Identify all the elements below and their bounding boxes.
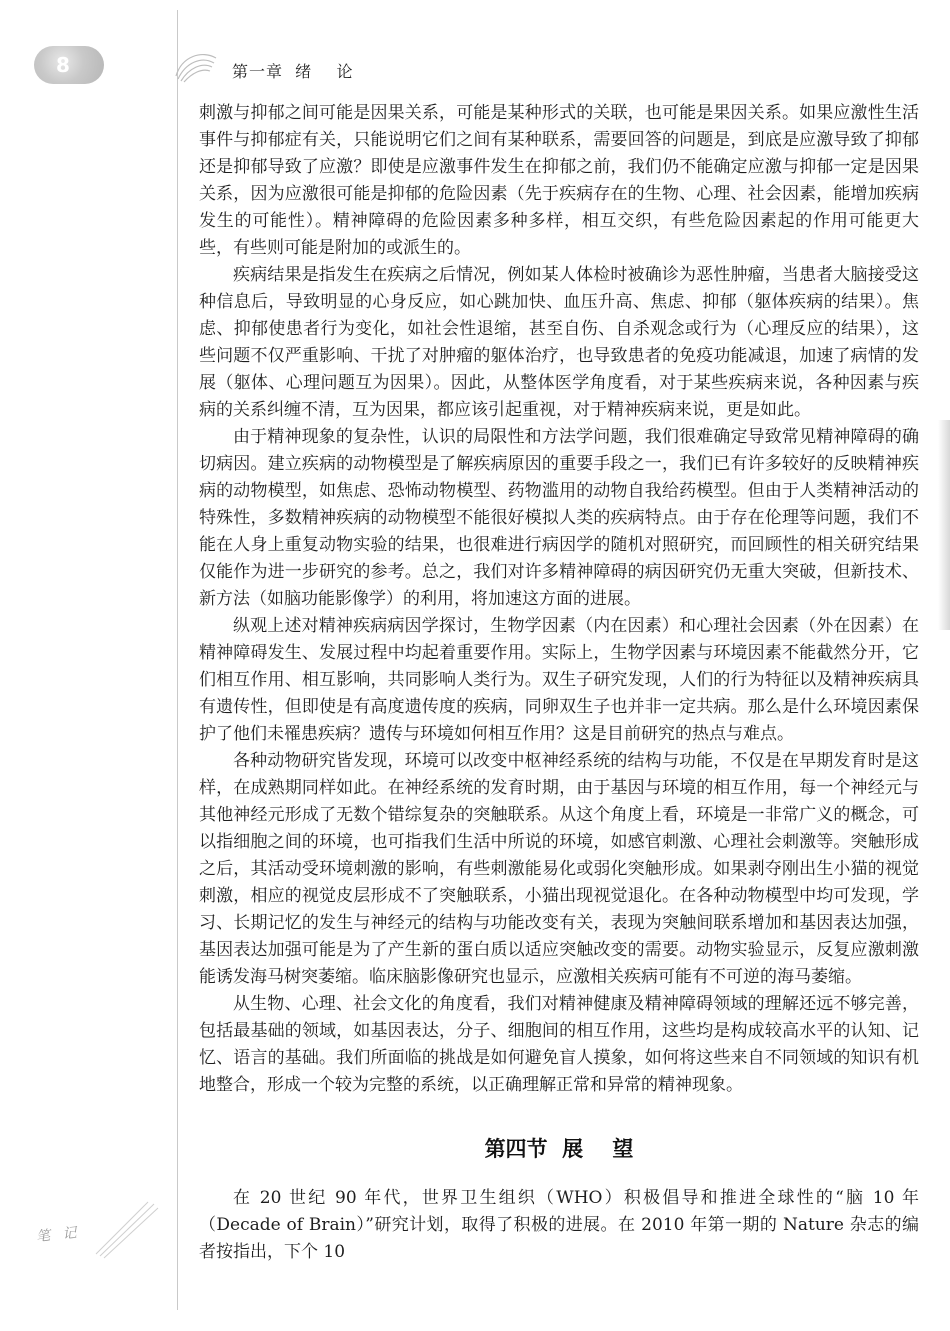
- page-number: 8: [56, 53, 70, 77]
- main-text: [199, 100, 919, 1266]
- paragraph: 刺激与抑郁之间可能是因果关系，可能是某种形式的关联，也可能是果因关系。如果应激性生活事件与抑郁症有关，只能说明它们之间有某种联系，需要回答的问题是，到底是应激导致了抑郁还是抑郁导致了应激？即使是应激事件发生在抑郁之前，我们仍不能确定应激与抑郁一定是因果关系，因为应激很可能是抑郁的危险因素（先于疾病存在的生物、心理、社会因素，能增加疾病发生的可能性）。精神障碍的危险因素多种多样，相互交织，有些危险因素起的作用可能更大些，有些则可能是附加的或派生的。: [199, 103, 919, 258]
- paragraph: 纵观上述对精神疾病病因学探讨，生物学因素（内在因素）和心理社会因素（外在因素）在精神障碍发生、发展过程中均起着重要作用。实际上，生物学因素与环境因素不能截然分开，它们相互作用、相互影响，共同影响人类行为。双生子研究发现，人们的行为特征以及精神疾病具有遗传性，但即使是有高度遗传度的疾病，同卵双生子也并非一定共病。那么是什么环境因素保护了他们未罹患疾病？遗传与环境如何相互作用？这是目前研究的热点与难点。: [199, 616, 919, 744]
- paragraph: 由于精神现象的复杂性，认识的局限性和方法学问题，我们很难确定导致常见精神障碍的确切病因。建立疾病的动物模型是了解疾病原因的重要手段之一，我们已有许多较好的反映精神疾病的动物模型，如焦虑、恐怖动物模型、药物滥用的动物自我给药模型。但由于人类精神活动的特殊性，多数精神疾病的动物模型不能很好模拟人类的疾病特点。由于存在伦理等问题，我们不能在人身上重复动物实验的结果，也很难进行病因学的随机对照研究，而回顾性的相关研究结果仅能作为进一步研究的参考。总之，我们对许多精神障碍的病因研究仍无重大突破，但新技术、新方法（如脑功能影像学）的利用，将加速这方面的进展。: [199, 427, 919, 609]
- margin-rule: [177, 10, 178, 1310]
- section-heading: 第四节 展 望: [484, 1137, 634, 1161]
- page-edge-shadow: [938, 420, 950, 630]
- paragraph: 在 20 世纪 90 年代，世界卫生组织（WHO）积极倡导和推进全球性的“脑 10 年（Decade of Brain）”研究计划，取得了积极的进展。在 2010 年第一期的 Nature 杂志的编者按指出，下个 10: [199, 1188, 919, 1262]
- running-header: 第一章 绪 论: [232, 62, 354, 81]
- swirl-ornament-icon: [172, 46, 220, 86]
- paragraph: 各种动物研究皆发现，环境可以改变中枢神经系统的结构与功能，不仅是在早期发育时是这样，在成熟期同样如此。在神经系统的发育时期，由于基因与环境的相互作用，每一个神经元与其他神经元形成了无数个错综复杂的突触联系。从这个角度上看，环境是一非常广义的概念，可以指细胞之间的环境，也可指我们生活中所说的环境，如感官刺激、心理社会刺激等。突触形成之后，其活动受环境刺激的影响，有些刺激能易化或弱化突触形成。如果剥夺刚出生小猫的视觉刺激，相应的视觉皮层形成不了突触联系，小猫出现视觉退化。在各种动物模型中均可发现，学习、长期记忆的发生与神经元的结构与功能改变有关，表现为突触间联系增加和基因表达加强，基因表达加强可能是为了产生新的蛋白质以适应突触改变的需要。动物实验显示，反复应激刺激能诱发海马树突萎缩。临床脑影像研究也显示，应激相关疾病可能有不可逆的海马萎缩。: [199, 751, 919, 987]
- notes-label: 笔 记: [35, 1224, 82, 1246]
- paragraph: 疾病结果是指发生在疾病之后情况，例如某人体检时被确诊为恶性肿瘤，当患者大脑接受这种信息后，导致明显的心身反应，如心跳加快、血压升高、焦虑、抑郁（躯体疾病的结果）。焦虑、抑郁使患者行为变化，如社会性退缩，甚至自伤、自杀观念或行为（心理反应的结果），这些问题不仅严重影响、干扰了对肿瘤的躯体治疗，也导致患者的免疫功能减退，加速了病情的发展（躯体、心理问题互为因果）。因此，从整体医学角度看，对于某些疾病来说，各种因素与疾病的关系纠缠不清，互为因果，都应该引起重视，对于精神疾病来说，更是如此。: [199, 265, 919, 420]
- page-number-tab: [34, 46, 104, 84]
- paragraph: 从生物、心理、社会文化的角度看，我们对精神健康及精神障碍领域的理解还远不够完善，包括最基础的领域，如基因表达，分子、细胞间的相互作用，这些均是构成较高水平的认知、记忆、语言的基础。我们所面临的挑战是如何避免盲人摸象，如何将这些来自不同领域的知识有机地整合，形成一个较为完整的系统，以正确理解正常和异常的精神现象。: [199, 994, 919, 1095]
